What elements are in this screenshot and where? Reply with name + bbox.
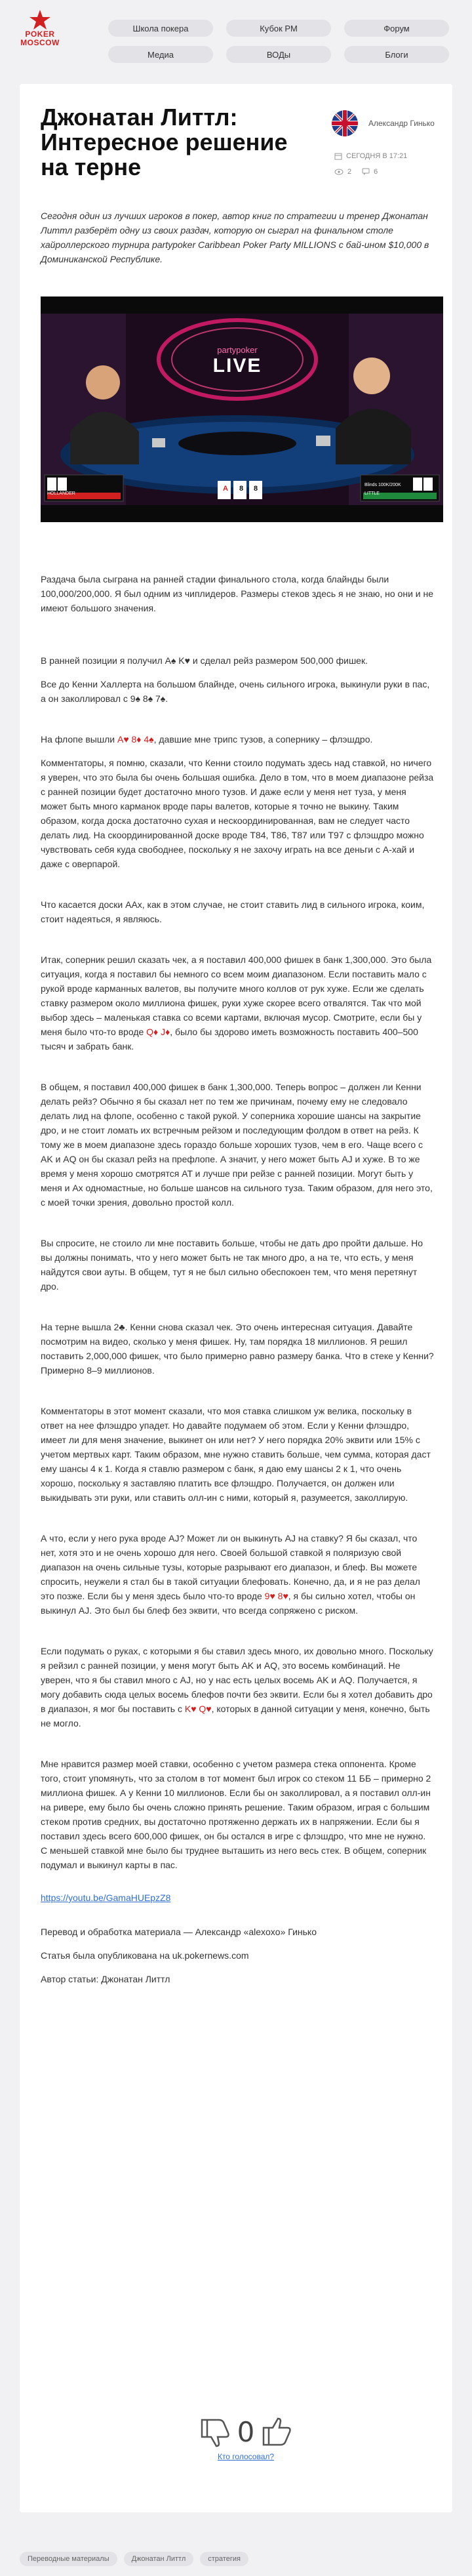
paragraph (41, 1644, 434, 1730)
video-letterbox-bottom (41, 505, 443, 522)
video-player[interactable] (41, 296, 443, 522)
thumbs-down-icon[interactable] (199, 2417, 231, 2447)
logo-line2: MOSCOW (20, 38, 60, 47)
translation-credit: Перевод и обработка материала — Александр «alexoxo» Гинько (41, 1927, 317, 1937)
nav-item-vody[interactable]: ВОДы (226, 46, 331, 63)
cards-inline: 9♥ 8♥ (264, 1591, 288, 1601)
site-header (0, 0, 472, 79)
nav-item-media[interactable]: Медиа (108, 46, 213, 63)
video-frame (41, 314, 443, 505)
paragraph-text: . (165, 693, 168, 704)
cards-inline: Q♦ J♦ (146, 1027, 170, 1037)
article-title: Джонатан Литтл: Интересное решение на терне (41, 104, 288, 180)
paragraph-text: Итак, соперник решил сказать чек, а я поставил 400,000 фишек в банк 1,300,000. Это была ситуация, когда я поставил бы немного со всем моим диапазоном. Если поставить мало с рукой вроде карманных валетов, вы получите много коллов от рук хуже. Если же сделать ставку размером около миллиона фишек, руки хуже скорее всего отвалятся. Так что мой выбор здесь – маленькая ставка со всеми картами, включая мусор. Смотрите, если бы у меня было что-то вроде (41, 954, 432, 1037)
tag-list (20, 2552, 255, 2566)
video-board (218, 485, 262, 493)
paragraph: В общем, я поставил 400,000 фишек в банк 1,300,000. Теперь вопрос – должен ли Кенни делать рейз? Обычно я бы сказал нет по тем же причинам, почему ему не следовало делать лид на флопе, особенно с такой рукой. У соперника хорошие шансы на закрытие дро, и не стоит ломать их встречным рейзом и последующим фолдом в ответ на рейз. К тому же в моем диапазоне здесь гораздо больше хороших тузов, чем в его. Чаще всего с AK и AQ он бы сказал рейз на префлопе. А значит, у него может быть AJ и хуже. В то же время у меня хорошо смотрятся AT и лучше при рейзе с ранней позиции. Могут быть у меня и Ax одномастные, но больше шансов на сильного туза. Таким образом, для него это, с моей точки зрения, довольно простой колл. (41, 1082, 433, 1208)
article-lead: Сегодня один из лучших игроков в покер, автор книг по стратегии и тренер Джонатан Литтл разберёт одну из своих раздач, которую он сыграл на финальном столе хайроллерского турнира partypoker Caribbean Poker Party MILLIONS с бай-ином $10,000 в Доминиканской Республике. (41, 211, 429, 264)
paragraph-text: На терне вышла (41, 1322, 114, 1332)
video-board-card-2: 8 (239, 485, 244, 493)
views-count-value: 6 (374, 168, 378, 176)
cards-inline: A♥ 8♦ 4♠ (117, 734, 154, 745)
nav-item-cup[interactable]: Кубок РМ (226, 20, 331, 37)
paragraph: Комментаторы в этот момент сказали, что моя ставка слишком уж велика, поскольку в ответ на нее флэшдро упадет. Но давайте подумаем об этом. Если у Кенни флэшдро, имеет ли для меня значение, выкинет он или нет? У него порядка 20% эквити или 15% с учетом мертвых карт. Таким образом, мне нужно ставить больше, чем сумма, которая даст ему шансы 4 к 1. Когда я ставлю размером с банк, я даю ему шансы 2 к 1, что очень хорошо, поскольку я заставляю платить все флэшдро. Получается, он должен или выкидывать эти руки, или ставить олл-ин с ними, который я, разумеется, заколлирую. (41, 1406, 431, 1503)
paragraph (41, 1320, 434, 1378)
comments-count[interactable] (334, 168, 351, 176)
video-still-image (41, 314, 443, 505)
paragraph: Мне нравится размер моей ставки, особенно с учетом размера стека оппонента. Кроме того, стоит упомянуть, что за столом в тот момент был игрок со стеком 11 ББ – примерно 2 миллиона фишек. А у Кенни 10 миллионов. Если бы он заколлировал, а я поставил олл-ин на ривере, ему было бы очень сложно принять решение. Таким образом, играя с большим стеком против средних, вы достаточно протяженно держать их в напряжении. Если бы я поставил здесь всего 600,000 фишек, он бы остался в игре с флэшдро, что мне не нужно. С меньшей ставкой мне было бы труднее выташить из него весь стек. В общем, соперник подумал и выкинул карты в пас. (41, 1759, 431, 1870)
views-count (362, 168, 378, 176)
video-seat-left: HOLLANDER (47, 491, 75, 496)
video-letterbox-top (41, 296, 443, 314)
avatar-flag-image (332, 110, 358, 136)
paragraph-text: Все до Кенни Халлерта на большом блайнде, очень сильного игрока, выкинули руки в пас, а он заколлировал с (41, 679, 430, 704)
author-name[interactable]: Александр Гинько (368, 119, 435, 128)
paragraph-text: А что, если у него рука вроде AJ? Может ли он выкинуть AJ на ставку? Я бы сказал, что нет, хотя это и не очень хорошо для него. Своей большой ставкой я поляризую свой диапазон на очень сильные тузы, которые разрывают его диапазон, и блеф. Вы можете спросить, неужели я стал бы в такой ситуации блефовать. Конечно, да, и я не раз делал это позже. Если бы у меня здесь было что-то вроде (41, 1533, 420, 1601)
vote-count: 0 (237, 2416, 255, 2448)
paragraph: Раздача была сыграна на ранней стадии финального стола, когда блайнды были 100,000/200,000. Я был одним из чиплидеров. Размеры стеков здесь я не знаю, но они и не имеют большого значения. (41, 574, 434, 613)
comment-icon (362, 168, 370, 176)
paragraph: Что касается доски AAx, как в этом случае, не стоит ставить лид в сильного игрока, коим, стоит надеяться, я являюсь. (41, 899, 425, 924)
cards-inline: A♠ K♥ (165, 655, 190, 666)
byline: Автор статьи: Джонатан Литтл (41, 1974, 170, 1984)
paragraph-text: Если подумать о руках, с которыми я бы ставил здесь много, их довольно много. Поскольку я рейзил с ранней позиции, у меня могут быть AK и AQ, это восемь комбинаций. Не уверен, что я бы ставил много с AJ, но у нас есть целых восемь AK и AQ. Получается, я могу добавить сюда целых восемь блефов почти без эквити. Если бы я хотел добавить дро в диапазон, я мог бы поставить с (41, 1646, 433, 1714)
nav-item-blogs[interactable]: Блоги (344, 46, 449, 63)
comments-count-value: 2 (347, 168, 352, 176)
video-brand-live: LIVE (212, 355, 262, 377)
article-stats (332, 168, 443, 176)
paragraph-text: и сделал рейз размером 500,000 фишек. (189, 655, 368, 666)
avatar[interactable] (332, 110, 358, 136)
who-voted-link[interactable]: Кто голосовал? (217, 2452, 275, 2461)
paragraph-text: На флопе вышли (41, 734, 117, 745)
thumbs-up-icon[interactable] (261, 2417, 292, 2447)
video-board-card-3: 8 (253, 485, 258, 493)
article-card (20, 84, 452, 2512)
source-note: Статья была опубликована на uk.pokernews.com (41, 1950, 249, 1961)
paragraph-text: , я бы сильно хотел, чтобы он выкинул AJ. Это был бы блеф без эквити, что всегда сопряжено с риском. (41, 1591, 416, 1616)
video-seat-right: LITTLE (364, 491, 380, 496)
paragraph-text: , которых в данной ситуации у меня, конечно, быть не могло. (41, 1704, 430, 1728)
logo-line1: POKER (25, 30, 55, 39)
vote-widget (190, 2416, 302, 2461)
video-blinds: Blinds 100K/200K (364, 483, 401, 487)
eye-icon (334, 169, 344, 175)
nav-item-forum[interactable]: Форум (344, 20, 449, 37)
tag-strategy[interactable]: стратегия (200, 2552, 248, 2566)
nav-item-poker-school[interactable]: Школа покера (108, 20, 213, 37)
video-link[interactable]: https://youtu.be/GamaHUEpzZ8 (41, 1892, 171, 1903)
calendar-icon (334, 152, 342, 160)
cards-inline: 2♣ (113, 1322, 125, 1332)
paragraph (41, 952, 434, 1053)
paragraph (41, 1891, 434, 1905)
paragraph (41, 653, 434, 668)
paragraph-text: , давшие мне трипс тузов, а сопернику – флэшдро. (153, 734, 373, 745)
video-board-card-1: A (223, 485, 228, 493)
site-logo[interactable] (20, 9, 60, 47)
paragraph: Вы спросите, не стоило ли мне поставить больше, чтобы не дать дро пройти дальше. Но вы должны понимать, что у него может быть не так много дро, а на те, что есть, у меня найдутся свои ауты. В общем, тут я не был сильно обеспокоен тем, что меня перетянут дро. (41, 1238, 423, 1292)
video-brand (198, 345, 277, 377)
main-nav (108, 20, 449, 63)
cards-inline: K♥ Q♥ (184, 1704, 212, 1714)
publish-date-text: СЕГОДНЯ В 17:21 (346, 152, 408, 160)
paragraph (41, 1531, 434, 1618)
video-brand-top: partypoker (217, 345, 258, 355)
paragraph (41, 732, 434, 746)
tag-jonathan-little[interactable]: Джонатан Литтл (124, 2552, 194, 2566)
paragraph (41, 677, 434, 706)
star-icon (29, 9, 51, 30)
author-block (332, 110, 443, 176)
paragraph-text: , было бы здорово иметь возможность поставить 400–500 тысяч и забрать банк. (41, 1027, 418, 1052)
article-body (41, 572, 434, 1995)
cards-inline: 9♠ 8♠ 7♠ (130, 693, 166, 704)
tag-translated[interactable]: Переводные материалы (20, 2552, 117, 2566)
paragraph: Комментаторы, я помню, сказали, что Кенни стоило подумать здесь над ставкой, но ничего я уверен, что это была бы очень большая ошибка. Дело в том, что в моем диапазоне рейза с ранней позиции будет достаточно много тузов. И даже если у меня нет туза, у меня может быть много карманок вроде пары валетов, которые я точно не выкину. Таким образом, когда доска достаточно сухая и нескоординированная, вам не следует часто делать лид. На скоординированной доске вроде T84, T86, T87 или T97 с флэшдро можно чувствовать себя куда свободнее, поскольку я не захочу играть на все деньги с A-хай и даже с оверпарой. (41, 758, 434, 869)
paragraph-text: В ранней позиции я получил (41, 655, 165, 666)
publish-date (332, 152, 443, 160)
paragraph-text: . Кенни снова сказал чек. Это очень интересная ситуация. Давайте посмотрим на видео, сколько у меня фишек. Ну, там порядка 18 миллионов. Я решил поставить 2,000,000 фишек, что было примерно равно размеру банка. Что в стеке у Кенни? Примерно 8–9 миллионов. (41, 1322, 434, 1376)
